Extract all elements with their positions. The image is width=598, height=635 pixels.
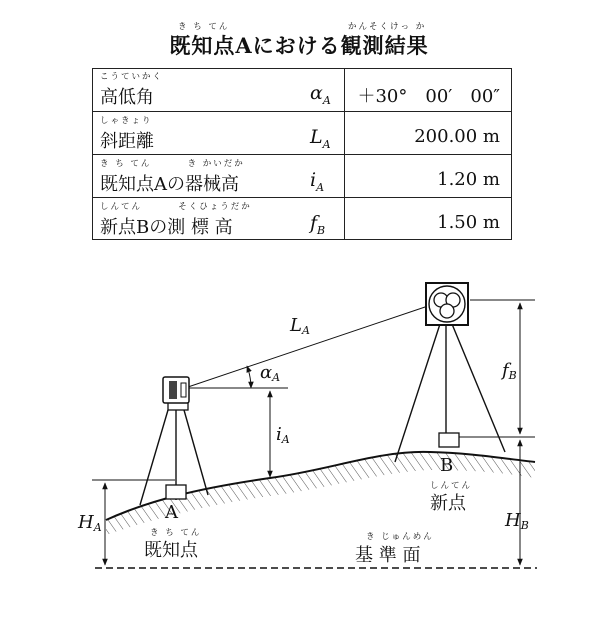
prism-target-icon (426, 283, 468, 325)
point-A-marker (166, 485, 186, 499)
row-value: 200.00 m (414, 126, 500, 147)
new-point-label: 新点 (430, 493, 466, 514)
label-LA: $L_A$ (290, 315, 310, 337)
label-HB: $H_B$ (505, 510, 529, 532)
title-ruby-kansoku: かんそくけっ か (348, 22, 427, 32)
row-label: 斜距離 (100, 131, 154, 152)
label-HA: $H_A$ (78, 512, 102, 534)
point-B-marker (439, 433, 459, 447)
row-value: ＋30° 00′ 00″ (357, 86, 500, 107)
elevation-angle-arc (247, 366, 251, 388)
total-station-icon (163, 377, 189, 410)
row-label: 既知点Aの器械高 (100, 174, 239, 195)
row-symbol: $\alpha_A$ (310, 82, 331, 107)
row-ruby: しゃきょり (100, 116, 153, 126)
row-ruby: しんてん そくひょうだか (100, 202, 252, 212)
point-B-label: B (440, 455, 454, 476)
datum-ruby: き じゅんめん (366, 532, 434, 542)
label-iA: $i_A$ (276, 424, 290, 446)
known-point-label: 既知点 (144, 540, 198, 561)
title-ruby-kichiten: き ち てん (178, 22, 230, 32)
row-ruby: こうていかく (100, 72, 164, 82)
row-ruby: き ち てん き かいだか (100, 159, 245, 169)
known-point-ruby: き ち てん (150, 528, 202, 538)
row-value: 1.50 m (437, 212, 500, 233)
row-value: 1.20 m (437, 169, 500, 190)
new-point-ruby: しんてん (430, 481, 473, 491)
page-title: 既知点Aにおける観測結果 (169, 33, 429, 58)
point-A-label: A (165, 502, 178, 523)
row-symbol: $L_A$ (310, 126, 331, 151)
row-label: 高低角 (100, 87, 154, 108)
label-fB: $f_B$ (502, 360, 517, 382)
datum-label: 基 準 面 (355, 545, 421, 566)
row-label: 新点Bの測 標 高 (100, 217, 233, 238)
label-alpha-A: $\alpha_A$ (260, 362, 281, 384)
row-symbol: $f_B$ (310, 212, 326, 237)
row-symbol: $i_A$ (310, 169, 325, 194)
